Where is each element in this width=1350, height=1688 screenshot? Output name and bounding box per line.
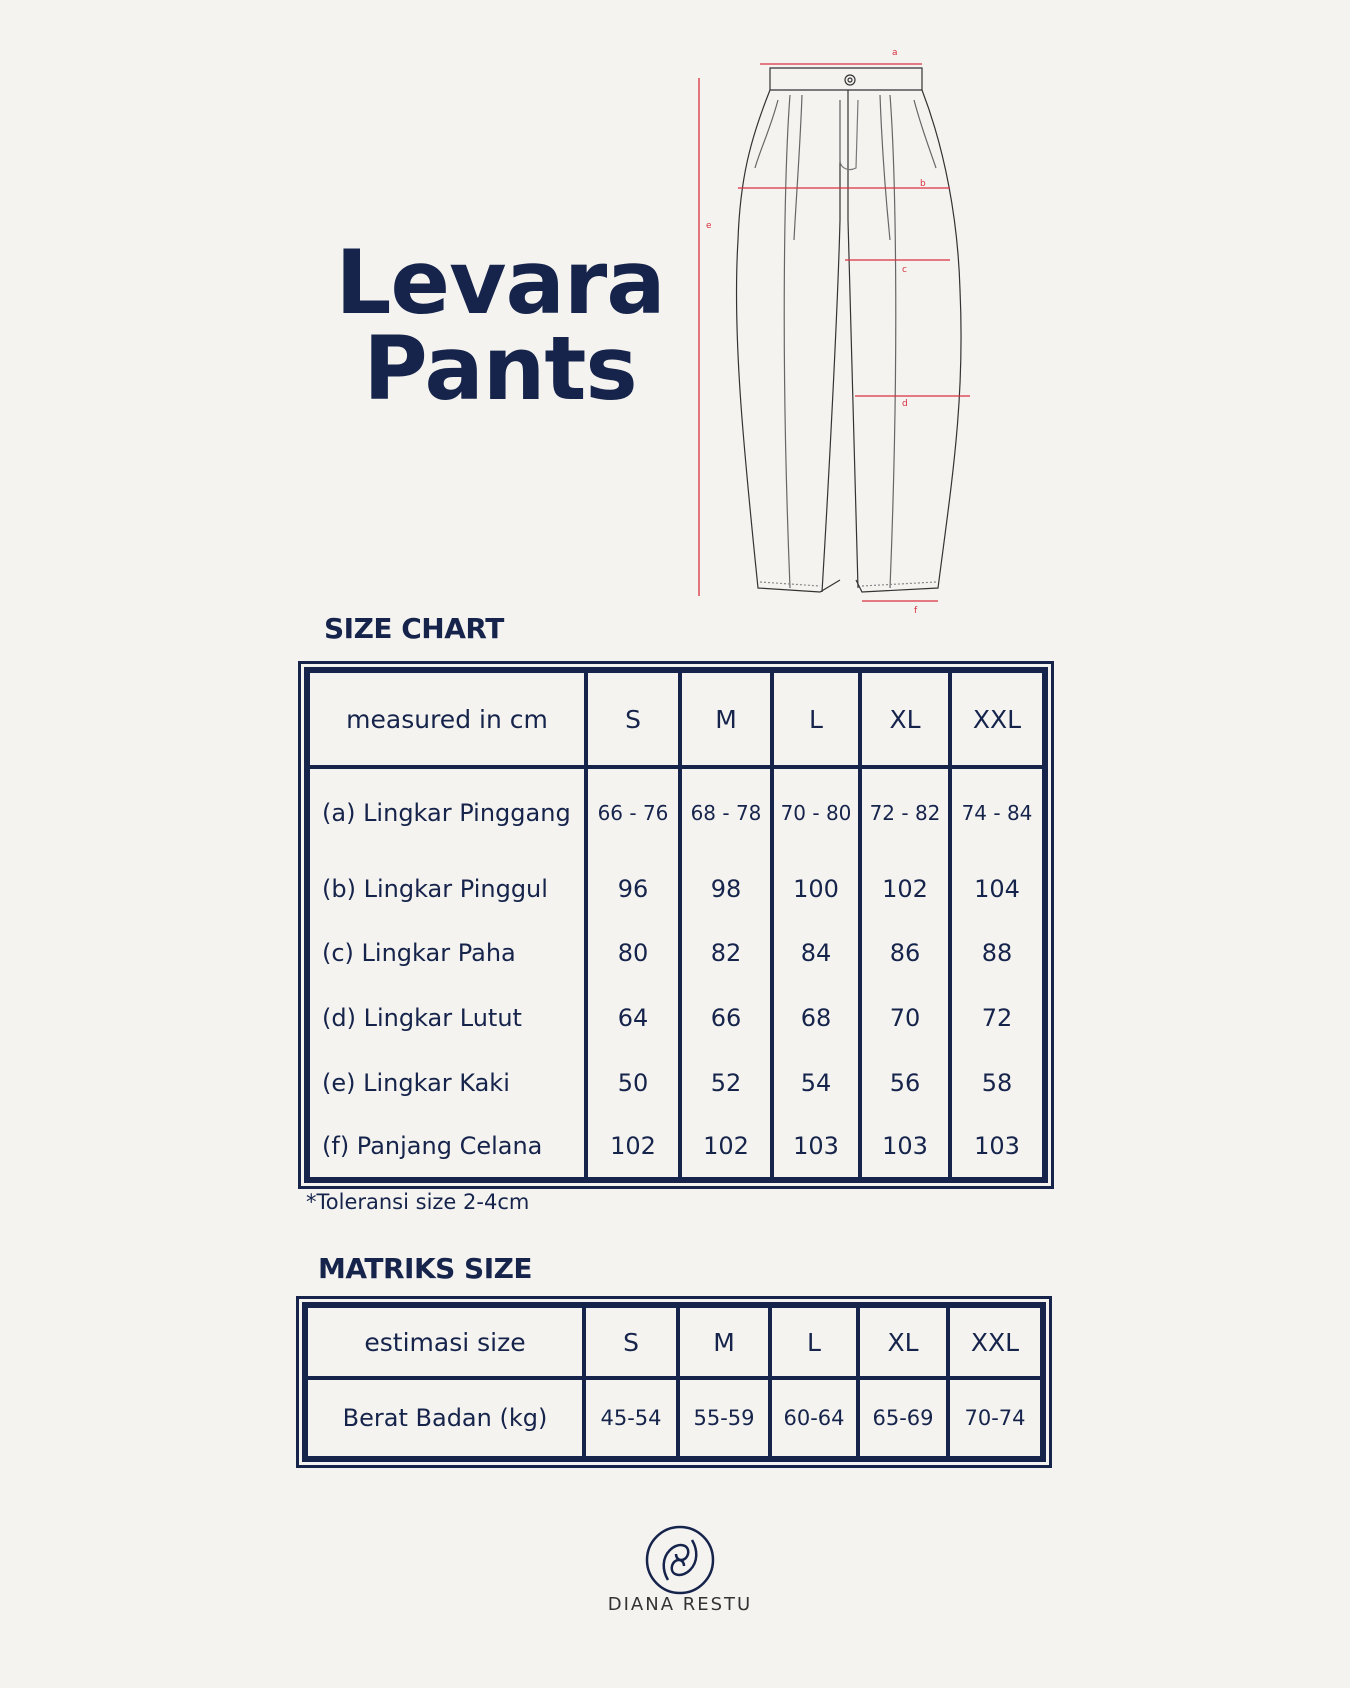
table-cell: 54 bbox=[774, 1051, 862, 1115]
row-label: (f) Panjang Celana bbox=[310, 1115, 588, 1177]
table-cell: 98 bbox=[682, 857, 774, 921]
table-cell: 72 - 82 bbox=[862, 769, 952, 857]
table-cell: 66 bbox=[682, 985, 774, 1051]
matrix-size-table bbox=[302, 1302, 1046, 1462]
row-label: Berat Badan (kg) bbox=[308, 1380, 586, 1456]
measure-label-e: e bbox=[706, 221, 712, 231]
table-row bbox=[310, 1115, 1042, 1177]
table-cell: 56 bbox=[862, 1051, 952, 1115]
table-cell: 45-54 bbox=[586, 1380, 680, 1456]
table-cell: 65-69 bbox=[860, 1380, 950, 1456]
matrix-size-xxl: XXL bbox=[950, 1308, 1040, 1380]
matrix-size-m: M bbox=[680, 1308, 772, 1380]
brand-logo bbox=[640, 1520, 720, 1600]
tolerance-note: *Toleransi size 2-4cm bbox=[306, 1190, 530, 1214]
table-cell: 96 bbox=[588, 857, 682, 921]
row-label: (e) Lingkar Kaki bbox=[310, 1051, 588, 1115]
product-title-line-1: Levara bbox=[335, 231, 665, 334]
table-cell: 102 bbox=[862, 857, 952, 921]
table-row bbox=[310, 985, 1042, 1051]
table-cell: 66 - 76 bbox=[588, 769, 682, 857]
size-chart-heading: SIZE CHART bbox=[324, 612, 504, 645]
table-cell: 86 bbox=[862, 921, 952, 985]
table-cell: 104 bbox=[974, 875, 1020, 903]
product-title bbox=[330, 231, 670, 420]
size-chart-header-row bbox=[310, 673, 1042, 769]
row-label: (b) Lingkar Pinggul bbox=[310, 857, 588, 921]
row-label: (c) Lingkar Paha bbox=[310, 921, 588, 985]
table-row bbox=[308, 1380, 1040, 1456]
waistband bbox=[770, 68, 922, 90]
matrix-size-s: S bbox=[586, 1308, 680, 1380]
table-cell: 72 bbox=[981, 1004, 1013, 1032]
table-row bbox=[310, 1051, 1042, 1115]
size-chart-table bbox=[304, 667, 1048, 1183]
measure-label-c: c bbox=[902, 265, 907, 275]
left-leg-outline bbox=[736, 90, 840, 592]
table-row bbox=[310, 921, 1042, 985]
measure-label-d: d bbox=[902, 399, 908, 409]
table-cell: 68 bbox=[774, 985, 862, 1051]
size-chart-size-m: M bbox=[682, 673, 774, 769]
table-cell: 102 bbox=[588, 1115, 682, 1177]
row-label: (d) Lingkar Lutut bbox=[310, 985, 588, 1051]
table-cell: 100 bbox=[774, 857, 862, 921]
table-cell: 64 bbox=[588, 985, 682, 1051]
table-cell: 68 - 78 bbox=[682, 769, 774, 857]
table-cell: 70 - 80 bbox=[774, 769, 862, 857]
matrix-size-xl: XL bbox=[860, 1308, 950, 1380]
table-cell: 52 bbox=[682, 1051, 774, 1115]
table-cell: 70-74 bbox=[964, 1406, 1026, 1430]
size-chart-header-label: measured in cm bbox=[310, 673, 588, 769]
matrix-size-heading: MATRIKS SIZE bbox=[318, 1252, 533, 1285]
right-leg-outline bbox=[856, 90, 961, 592]
product-title-line-2: Pants bbox=[363, 317, 637, 420]
table-cell: 74 - 84 bbox=[961, 801, 1033, 825]
table-row bbox=[310, 857, 1042, 921]
table-cell: 102 bbox=[682, 1115, 774, 1177]
measure-label-a: a bbox=[892, 48, 898, 58]
table-cell: 82 bbox=[682, 921, 774, 985]
table-cell: 50 bbox=[588, 1051, 682, 1115]
matrix-header-label: estimasi size bbox=[308, 1308, 586, 1380]
size-chart-size-l: L bbox=[774, 673, 862, 769]
table-cell: 103 bbox=[774, 1115, 862, 1177]
size-chart-size-xl: XL bbox=[862, 673, 952, 769]
table-cell: 58 bbox=[981, 1069, 1013, 1097]
table-cell: 80 bbox=[588, 921, 682, 985]
table-cell: 70 bbox=[862, 985, 952, 1051]
brand-name: DIANA RESTU bbox=[607, 1594, 753, 1615]
table-cell: 103 bbox=[862, 1115, 952, 1177]
pants-technical-drawing bbox=[690, 40, 990, 620]
measure-label-f: f bbox=[914, 606, 918, 616]
table-cell: 60-64 bbox=[772, 1380, 860, 1456]
table-cell: 103 bbox=[974, 1132, 1020, 1160]
table-row bbox=[310, 769, 1042, 857]
size-chart-size-s: S bbox=[588, 673, 682, 769]
table-cell: 84 bbox=[774, 921, 862, 985]
matrix-size-l: L bbox=[772, 1308, 860, 1380]
matrix-header-row bbox=[308, 1308, 1040, 1380]
measure-label-b: b bbox=[920, 179, 926, 189]
size-chart-size-xxl: XXL bbox=[952, 673, 1042, 769]
table-cell: 88 bbox=[981, 939, 1013, 967]
row-label: (a) Lingkar Pinggang bbox=[310, 769, 588, 857]
table-cell: 55-59 bbox=[680, 1380, 772, 1456]
